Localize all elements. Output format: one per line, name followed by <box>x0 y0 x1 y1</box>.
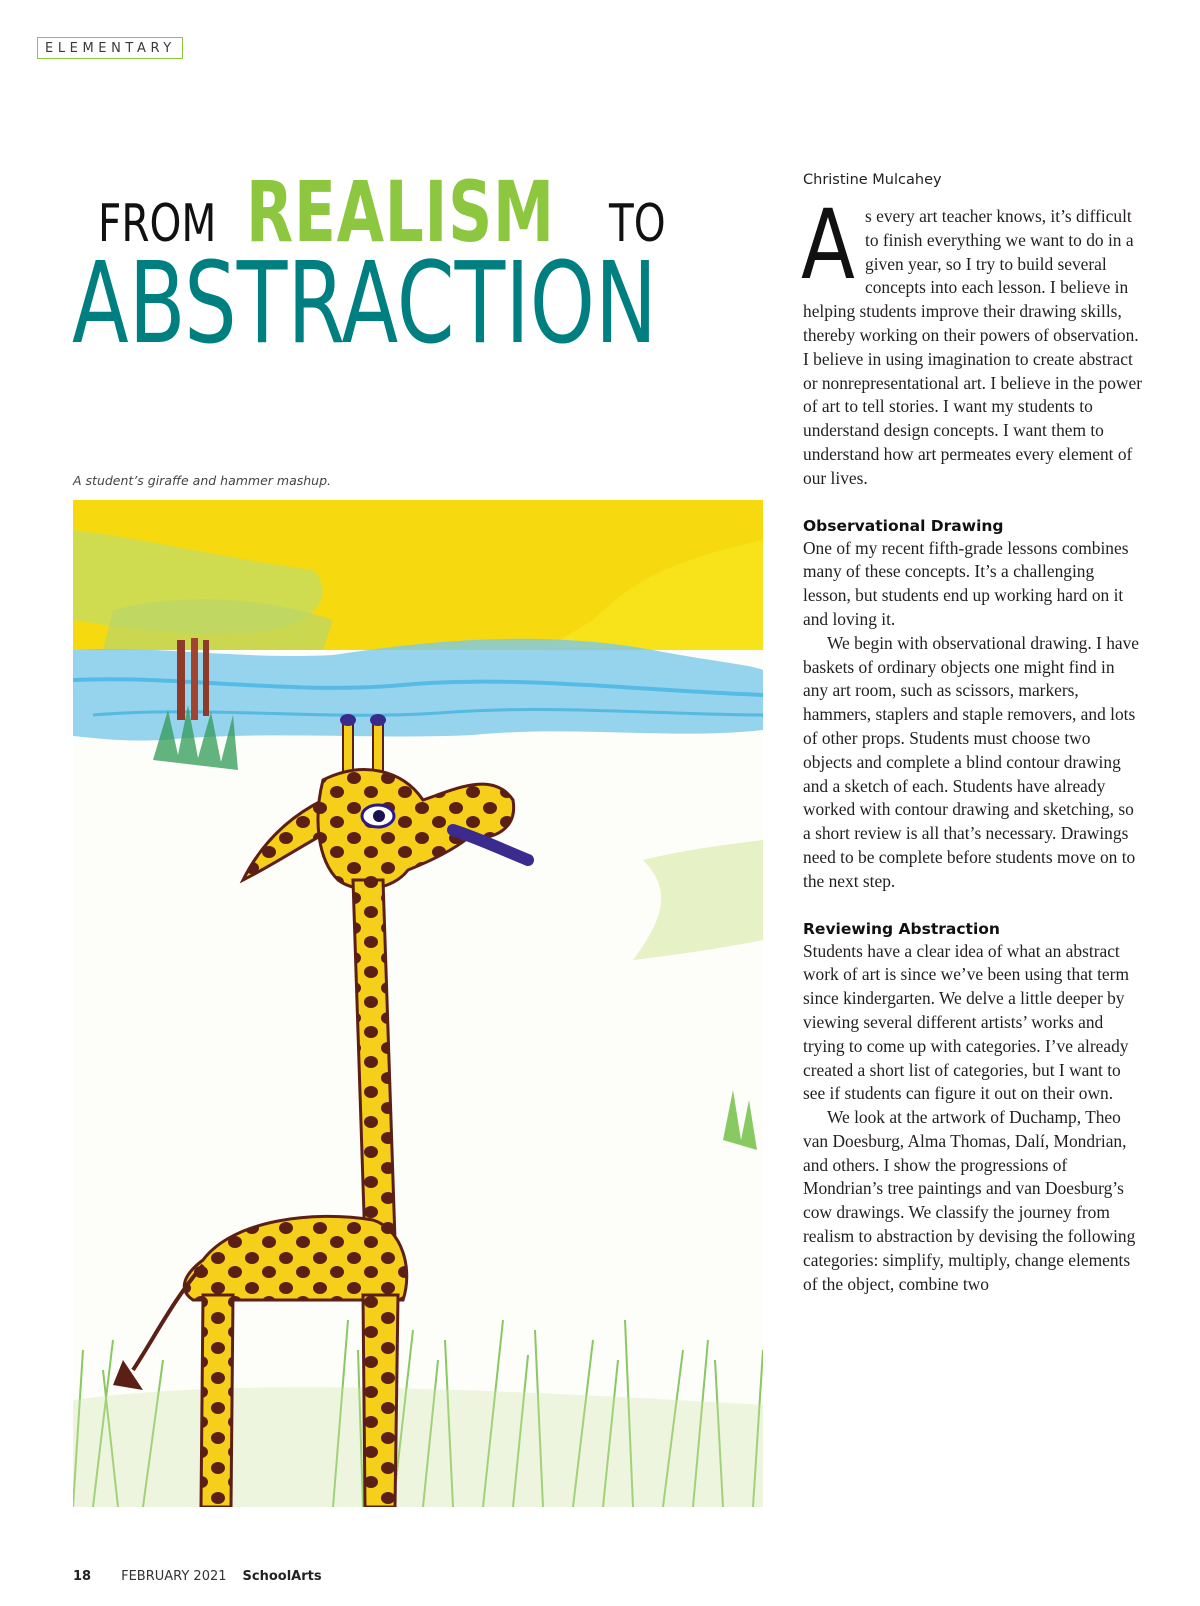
headline-word-to: TO <box>608 194 666 254</box>
intro-paragraph <box>801 189 1143 491</box>
headline-word-realism: REALISM <box>245 163 555 261</box>
paragraph-3: We begin with observational drawing. I have baskets of ordinary objects one might find in any art room, such as scissors, markers, hammers, staplers and staple removers, and lots of other props. Students must choose two objects and complete a blind contour drawing and a sketch of each. Students have already worked with contour drawing and sketching, so a short review is all that’s necessary. Drawings need to be complete before students move on to the next step. <box>803 632 1140 891</box>
paragraph-4: Students have a clear idea of what an abstract work of art is since we’ve been using that term since kindergarten. We delve a little deeper by viewing several different artists’ works and trying to come up with categories. I’ve already created a short list of categories, but I want to see if students can figure it out on their own. <box>803 940 1129 1104</box>
issue-date: FEBRUARY 2021 <box>121 1569 227 1584</box>
image-caption: A student’s giraffe and hammer mashup. <box>73 473 331 488</box>
page-number: 18 <box>73 1569 92 1584</box>
headline-abstraction: ABSTRACTION <box>72 239 657 369</box>
magazine-name: SchoolArts <box>242 1569 322 1584</box>
dropcap: A <box>801 189 855 301</box>
byline-author: Christine Mulcahey <box>803 172 942 188</box>
giraffe-artwork <box>73 500 763 1507</box>
page-footer <box>73 1569 322 1584</box>
subhead-observational-drawing: Observational Drawing <box>803 516 1004 535</box>
intro-text: s every art teacher knows, it’s difficult to finish everything we want to do in a given year, so I try to build several concepts into each lesson. I believe in helping students improve their drawing skills, thereby working on their powers of observation. I believe in using imagination to create abstract or nonrepresentational art. I believe in the power of art to tell stories. I want my students to understand design concepts. I want them to understand how art permeates every element of our lives. <box>803 206 1142 488</box>
headline-word-from: FROM <box>98 194 217 254</box>
article-body <box>801 189 1143 1296</box>
subhead-reviewing-abstraction: Reviewing Abstraction <box>803 919 1000 938</box>
paragraph-5: We look at the artwork of Duchamp, Theo van Doesburg, Alma Thomas, Dalí, Mondrian, and others. I show the progressions of Mondrian’s tree paintings and van Doesburg’s cow drawings. We classify the journey from realism to abstraction by devising the following categories: simplify, multiply, change elements of the object, combine two <box>803 1107 1136 1294</box>
section-tag: ELEMENTARY <box>37 37 183 59</box>
paragraph-2: One of my recent fifth-grade lessons combines many of these concepts. It’s a challenging lesson, but students end up working hard on it and loving it. <box>803 537 1129 629</box>
